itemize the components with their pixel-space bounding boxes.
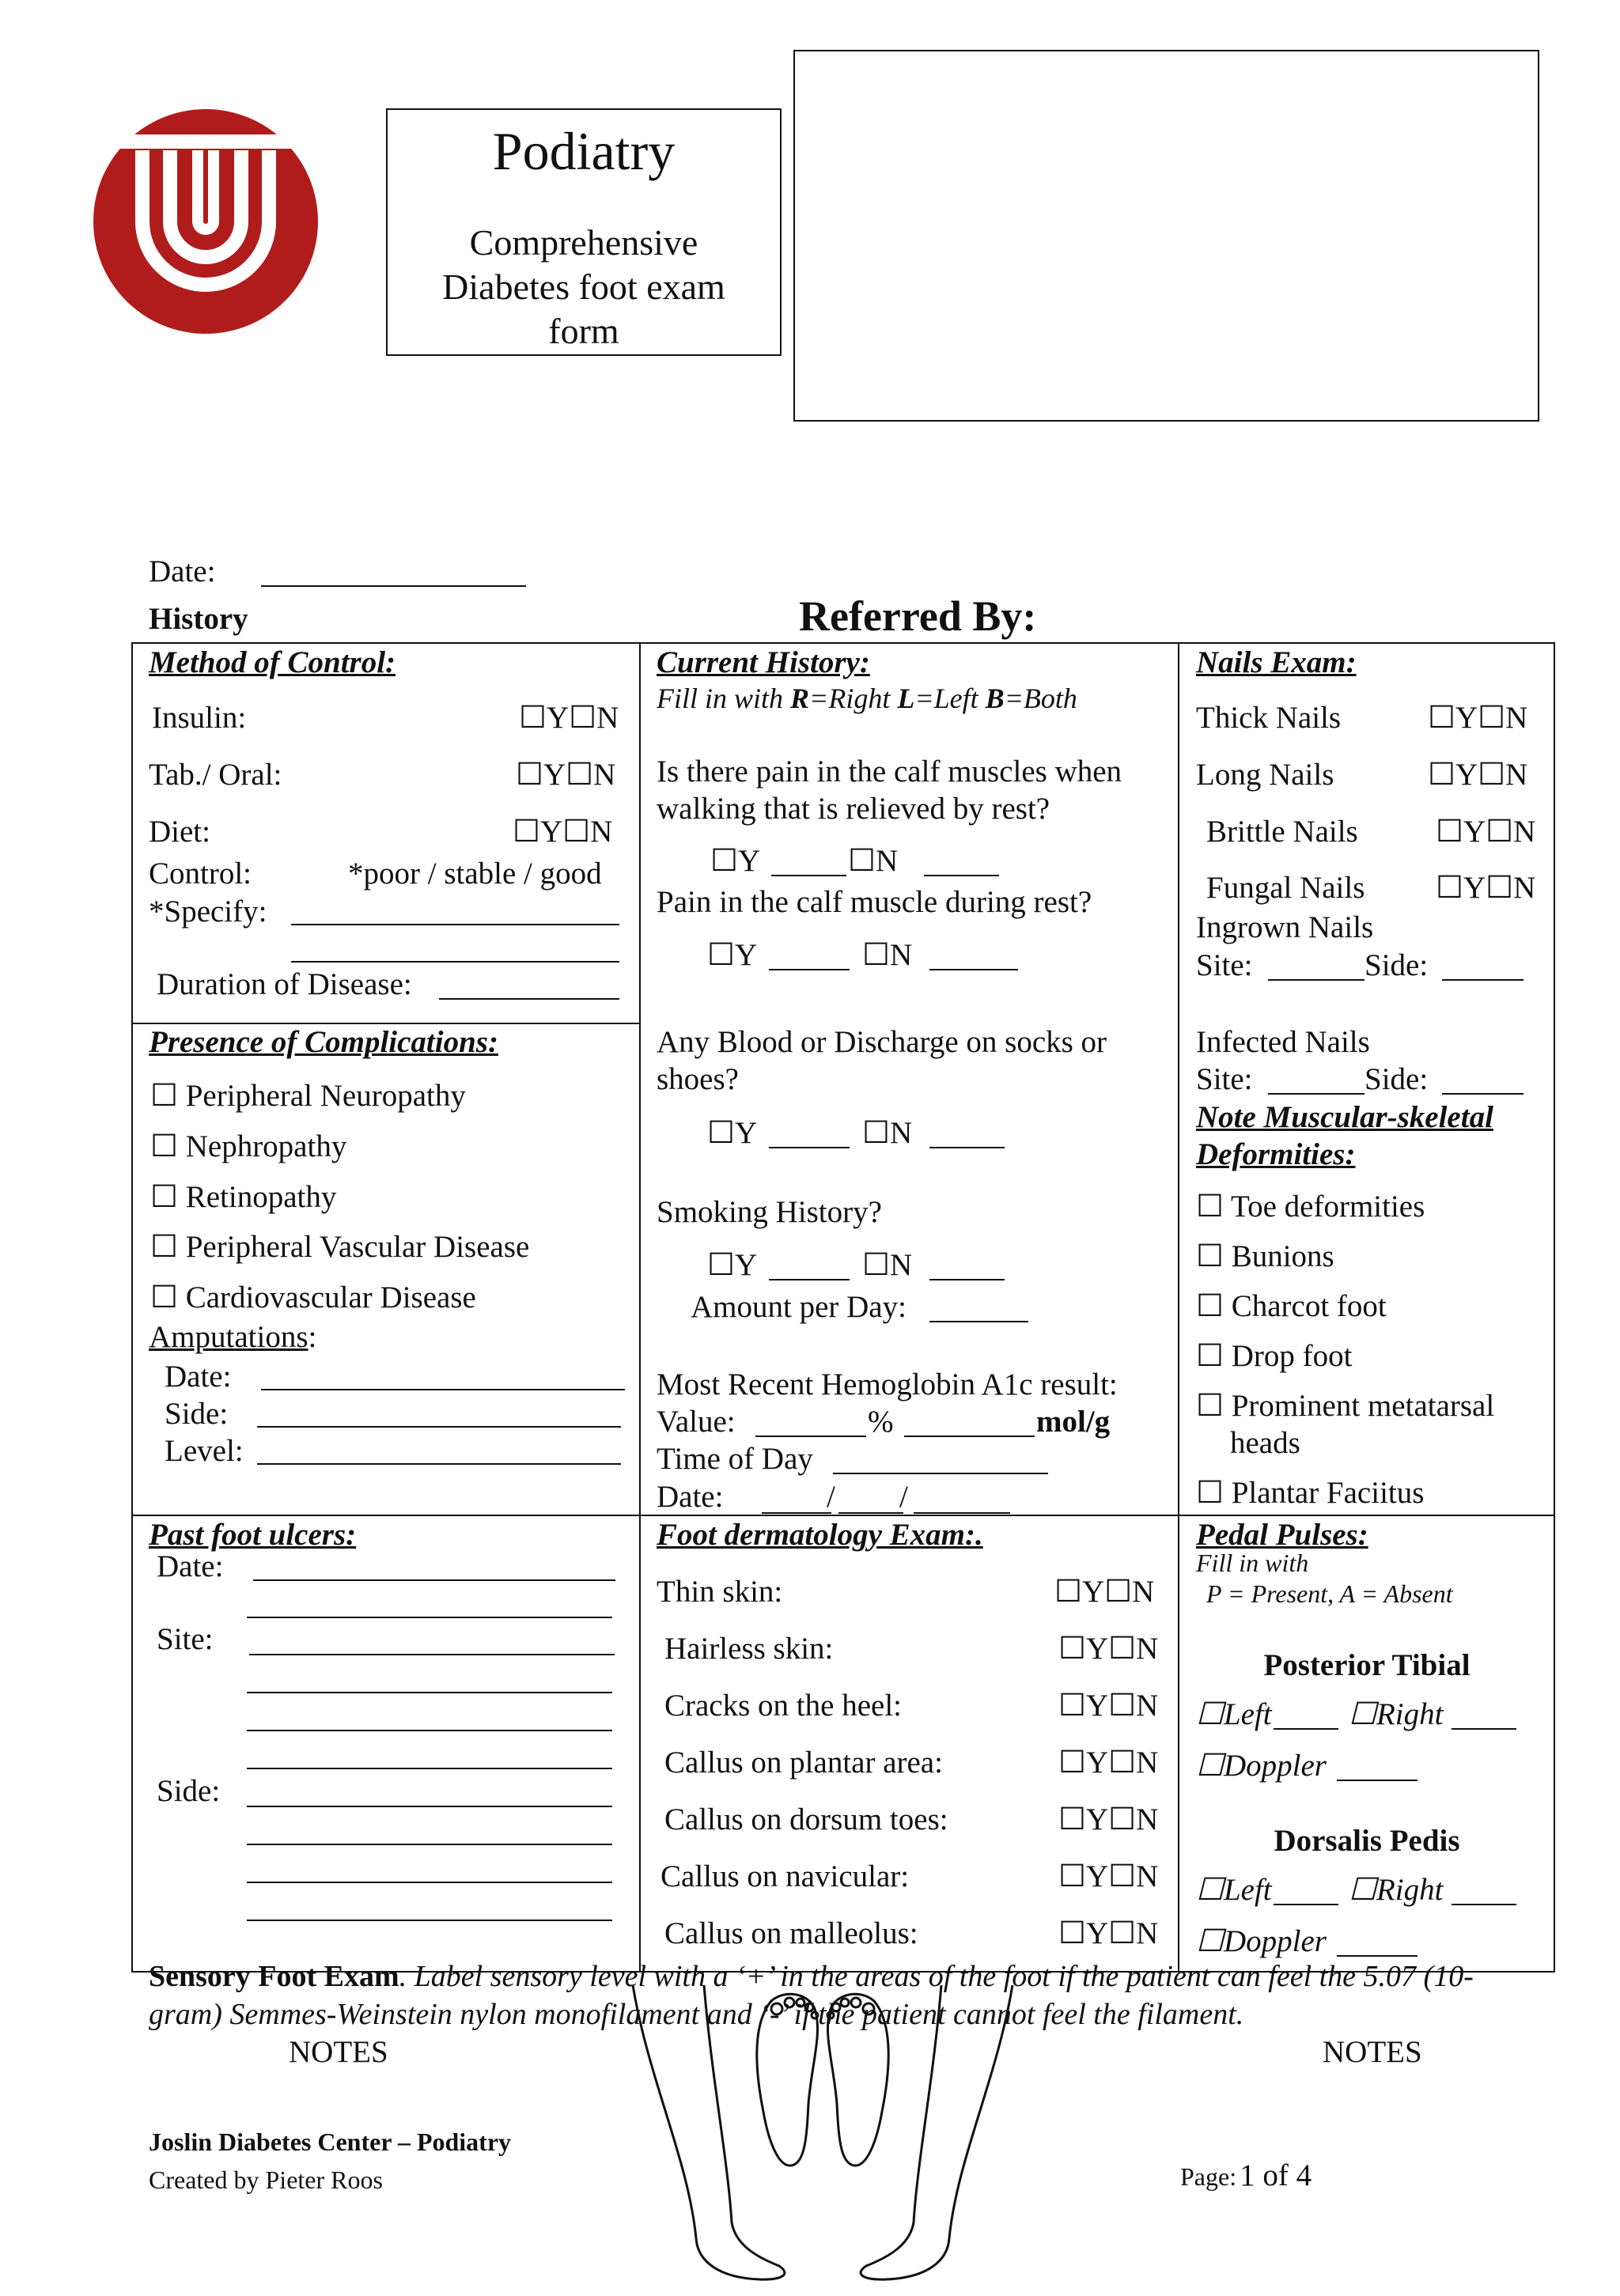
thick-nails-yn[interactable]: ☐Y☐N xyxy=(1428,701,1528,735)
history-label: History xyxy=(149,602,248,636)
ulcers-date-label: Date: xyxy=(157,1549,224,1583)
derm-yn[interactable]: ☐Y☐N xyxy=(1058,1802,1159,1836)
derm-item: Callus on dorsum toes: xyxy=(664,1802,948,1836)
time-of-day-field[interactable] xyxy=(833,1473,1048,1474)
ulcers-site-field-2[interactable] xyxy=(247,1692,612,1693)
referred-by-label: Referred By: xyxy=(799,592,1037,640)
nails-heading: Nails Exam: xyxy=(1196,645,1357,679)
notes-right-label: NOTES xyxy=(1323,2035,1422,2069)
sensory-exam-line-1: Sensory Foot Exam. Label sensory level with a ‘+’ in the areas of the foot if the patient can feel the 5.07 (10- xyxy=(149,1960,1474,1993)
derm-yn[interactable]: ☐Y☐N xyxy=(1058,1689,1159,1723)
amputations-label: Amputations: xyxy=(149,1320,317,1354)
duration-label: Duration of Disease: xyxy=(157,967,412,1001)
page-title: Podiatry xyxy=(492,121,676,181)
dorsalis-doppler[interactable]: ☐Doppler xyxy=(1196,1924,1327,1958)
dorsalis-right[interactable]: ☐Right xyxy=(1349,1873,1444,1907)
amputation-date-label: Date: xyxy=(165,1360,232,1394)
specify-field-2[interactable] xyxy=(291,961,619,963)
ingrown-side-label: Side: xyxy=(1365,948,1429,982)
derm-yn[interactable]: ☐Y☐N xyxy=(1058,1916,1159,1950)
specify-label: *Specify: xyxy=(149,895,267,929)
deformity-item[interactable]: ☐ Toe deformities xyxy=(1196,1190,1425,1224)
joslin-logo-icon xyxy=(87,103,324,340)
long-nails-label: Long Nails xyxy=(1196,758,1334,792)
infected-side-label: Side: xyxy=(1365,1062,1429,1096)
brittle-nails-label: Brittle Nails xyxy=(1206,815,1358,849)
calf-pain-n[interactable]: ☐N xyxy=(848,844,899,878)
ingrown-side-field[interactable] xyxy=(1442,979,1523,981)
deformity-item[interactable]: ☐ Prominent metatarsal xyxy=(1196,1389,1495,1423)
time-of-day-label: Time of Day xyxy=(657,1442,813,1476)
msk-heading-1: Note Muscular-skeletal xyxy=(1196,1100,1493,1134)
insulin-yn[interactable]: ☐Y☐N xyxy=(519,701,619,735)
infected-site-field[interactable] xyxy=(1268,1093,1365,1095)
ingrown-site-label: Site: xyxy=(1196,948,1253,982)
complication-item[interactable]: ☐ Retinopathy xyxy=(150,1180,337,1214)
tab-oral-label: Tab./ Oral: xyxy=(149,758,282,792)
ulcers-side-field-2[interactable] xyxy=(247,1844,612,1845)
ulcers-date-field[interactable] xyxy=(253,1579,615,1581)
derm-item: Callus on plantar area: xyxy=(664,1746,943,1780)
long-nails-yn[interactable]: ☐Y☐N xyxy=(1428,758,1528,792)
derm-item: Cracks on the heel: xyxy=(664,1689,902,1723)
smoking-y[interactable]: ☐Y xyxy=(707,1248,758,1282)
subtitle-3: form xyxy=(548,311,619,351)
blood-discharge-n[interactable]: ☐N xyxy=(862,1116,913,1150)
tab-oral-yn[interactable]: ☐Y☐N xyxy=(516,758,616,792)
complication-item[interactable]: ☐ Cardiovascular Disease xyxy=(150,1280,476,1314)
derm-item: Hairless skin: xyxy=(664,1632,834,1666)
insulin-label: Insulin: xyxy=(152,701,247,735)
posterior-left-field[interactable] xyxy=(1274,1728,1338,1730)
date-field[interactable] xyxy=(261,585,526,587)
control-label: Control: xyxy=(149,857,252,891)
hba1c-date-field-3[interactable] xyxy=(914,1512,1010,1514)
amputation-side-field[interactable] xyxy=(257,1426,621,1428)
amputation-date-field[interactable] xyxy=(261,1389,625,1390)
infected-nails-label: Infected Nails xyxy=(1196,1025,1370,1059)
ingrown-site-field[interactable] xyxy=(1268,979,1365,981)
ingrown-nails-label: Ingrown Nails xyxy=(1196,910,1374,944)
ulcers-date-field-2[interactable] xyxy=(247,1617,612,1618)
ulcers-side-label: Side: xyxy=(157,1774,221,1808)
complication-item[interactable]: ☐ Peripheral Neuropathy xyxy=(150,1079,466,1113)
complications-heading: Presence of Complications: xyxy=(149,1025,498,1059)
specify-field-1[interactable] xyxy=(291,924,619,925)
rest-pain-y[interactable]: ☐Y xyxy=(707,938,758,972)
current-fill-in-note: Fill in with R=Right L=Left B=Both xyxy=(657,683,1077,714)
calf-pain-question-2: walking that is relieved by rest? xyxy=(657,792,1050,826)
derm-yn[interactable]: ☐Y☐N xyxy=(1058,1746,1159,1780)
molg-unit: mol/g xyxy=(1036,1405,1111,1439)
ulcers-heading: Past foot ulcers: xyxy=(149,1518,357,1552)
blood-discharge-question-1: Any Blood or Discharge on socks or xyxy=(657,1025,1107,1059)
amount-per-day-field[interactable] xyxy=(929,1321,1028,1322)
fungal-nails-yn[interactable]: ☐Y☐N xyxy=(1436,871,1536,905)
duration-field[interactable] xyxy=(439,998,619,1000)
posterior-doppler[interactable]: ☐Doppler xyxy=(1196,1749,1327,1783)
posterior-left[interactable]: ☐Left xyxy=(1196,1697,1272,1731)
deformity-item[interactable]: ☐ Charcot foot xyxy=(1196,1289,1387,1323)
calf-pain-question-1: Is there pain in the calf muscles when xyxy=(657,755,1122,789)
blood-discharge-question-2: shoes? xyxy=(657,1062,739,1096)
posterior-tibial-label: Posterior Tibial xyxy=(1263,1648,1470,1682)
method-heading: Method of Control: xyxy=(149,645,396,679)
diet-label: Diet: xyxy=(149,815,210,849)
hba1c-label: Most Recent Hemoglobin A1c result: xyxy=(657,1367,1118,1401)
ulcers-side-field-4[interactable] xyxy=(247,1920,612,1921)
footer-created-by: Created by Pieter Roos xyxy=(149,2166,383,2194)
thick-nails-label: Thick Nails xyxy=(1196,701,1342,735)
dorsalis-pedis-label: Dorsalis Pedis xyxy=(1274,1824,1460,1858)
derm-item: Thin skin: xyxy=(657,1575,783,1609)
subtitle-2: Diabetes foot exam xyxy=(442,267,725,307)
diet-yn[interactable]: ☐Y☐N xyxy=(513,815,613,849)
hba1c-date-field-1[interactable] xyxy=(762,1512,831,1514)
hba1c-value-label: Value: xyxy=(657,1405,736,1439)
hba1c-percent-field[interactable] xyxy=(755,1435,866,1437)
dorsalis-left-field[interactable] xyxy=(1274,1904,1338,1905)
derm-yn[interactable]: ☐Y☐N xyxy=(1058,1859,1159,1893)
current-history-heading: Current History: xyxy=(657,645,870,679)
rest-pain-n[interactable]: ☐N xyxy=(862,938,913,972)
brittle-nails-yn[interactable]: ☐Y☐N xyxy=(1436,815,1536,849)
calf-pain-y[interactable]: ☐Y xyxy=(710,844,761,878)
derm-item: Callus on malleolus: xyxy=(664,1916,918,1950)
complication-item[interactable]: ☐ Nephropathy xyxy=(150,1129,347,1163)
pulses-fill-note-1: Fill in with xyxy=(1196,1549,1309,1577)
posterior-right-field[interactable] xyxy=(1452,1728,1516,1730)
complication-item[interactable]: ☐ Peripheral Vascular Disease xyxy=(150,1230,530,1264)
hba1c-date-label: Date: xyxy=(657,1480,724,1514)
dorsalis-doppler-field[interactable] xyxy=(1337,1955,1418,1957)
plantar-faciitus-item[interactable]: ☐ Plantar Faciitus xyxy=(1196,1476,1425,1510)
percent-sign: % xyxy=(868,1405,894,1439)
amount-per-day-label: Amount per Day: xyxy=(691,1290,907,1324)
pulses-heading: Pedal Pulses: xyxy=(1196,1518,1368,1552)
rest-pain-question: Pain in the calf muscle during rest? xyxy=(657,885,1092,919)
amputation-level-field[interactable] xyxy=(257,1463,621,1465)
dorsalis-right-field[interactable] xyxy=(1452,1904,1516,1905)
date-label: Date: xyxy=(149,554,216,588)
amputation-side-label: Side: xyxy=(165,1397,229,1431)
pulses-fill-note-2: P = Present, A = Absent xyxy=(1206,1579,1453,1608)
infected-site-label: Site: xyxy=(1196,1062,1253,1096)
control-options[interactable]: *poor / stable / good xyxy=(348,857,602,891)
smoking-question: Smoking History? xyxy=(657,1195,882,1229)
posterior-doppler-field[interactable] xyxy=(1337,1780,1418,1781)
footer-org: Joslin Diabetes Center – Podiatry xyxy=(149,2128,512,2156)
subtitle-1: Comprehensive xyxy=(469,222,698,263)
deformity-item[interactable]: ☐ Bunions xyxy=(1196,1239,1334,1273)
patient-label-box[interactable] xyxy=(793,50,1539,422)
ulcers-site-field-4[interactable] xyxy=(247,1768,612,1769)
derm-item: Callus on navicular: xyxy=(660,1859,910,1893)
notes-left-label: NOTES xyxy=(289,2035,388,2069)
ulcers-side-field-3[interactable] xyxy=(247,1882,612,1883)
derm-yn[interactable]: ☐Y☐N xyxy=(1054,1575,1155,1609)
page-number: Page: 1 of 4 xyxy=(1180,2158,1312,2192)
ulcers-side-field-1[interactable] xyxy=(247,1806,612,1807)
infected-side-field[interactable] xyxy=(1442,1093,1523,1095)
dorsalis-left[interactable]: ☐Left xyxy=(1196,1873,1272,1907)
hba1c-date-field-2[interactable] xyxy=(838,1512,903,1514)
posterior-right[interactable]: ☐Right xyxy=(1349,1697,1444,1731)
dermatology-heading: Foot dermatology Exam:. xyxy=(657,1518,983,1552)
derm-yn[interactable]: ☐Y☐N xyxy=(1058,1632,1159,1666)
msk-heading-2: Deformities: xyxy=(1196,1137,1356,1171)
ulcers-site-field-1[interactable] xyxy=(249,1654,615,1655)
smoking-n[interactable]: ☐N xyxy=(862,1248,913,1282)
hba1c-molg-field[interactable] xyxy=(904,1435,1035,1437)
deformity-heads: heads xyxy=(1230,1426,1300,1460)
sensory-exam-line-2: gram) Semmes-Weinstein nylon monofilament and ‘-’ if the patient cannot feel the filament. xyxy=(149,1998,1244,2031)
ulcers-site-field-3[interactable] xyxy=(247,1730,612,1731)
deformity-item[interactable]: ☐ Drop foot xyxy=(1196,1339,1353,1373)
ulcers-site-label: Site: xyxy=(157,1622,214,1656)
fungal-nails-label: Fungal Nails xyxy=(1206,871,1365,905)
amputation-level-label: Level: xyxy=(165,1434,244,1468)
blood-discharge-y[interactable]: ☐Y xyxy=(707,1116,758,1150)
